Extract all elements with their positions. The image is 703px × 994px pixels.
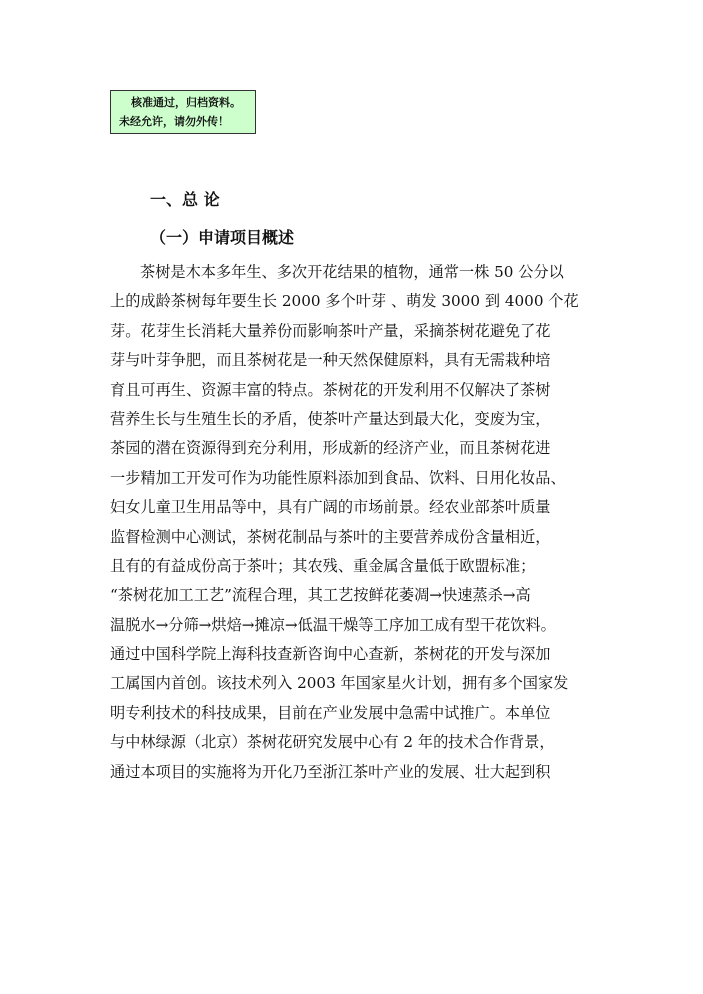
stamp-line-approved: 核准通过，归档资料。	[131, 96, 241, 109]
paragraph-line: 上的成龄茶树每年要生长 2000 多个叶芽 、萌发 3000 到 4000 个花	[110, 292, 579, 311]
stamp-line-confidential: 未经允许，请勿外传！	[119, 115, 229, 128]
body-paragraph	[110, 258, 610, 787]
paragraph-line: 茶树是木本多年生、多次开花结果的植物，通常一株 50 公分以	[140, 263, 564, 281]
paragraph-line: 温脱水→分筛→烘焙→摊凉→低温干燥等工序加工成有型干花饮料。	[110, 615, 556, 634]
paragraph-line: 芽与叶芽争肥，而且茶树花是一种天然保健原料，具有无需栽种培	[110, 351, 551, 370]
paragraph-line: 通过本项目的实施将为开化乃至浙江茶叶产业的发展、壮大起到积	[110, 762, 551, 781]
paragraph-line: 育且可再生、资源丰富的特点。茶树花的开发利用不仅解决了茶树	[110, 380, 551, 399]
paragraph-line: 明专利技术的科技成果，目前在产业发展中急需中试推广。本单位	[110, 703, 551, 722]
paragraph-line: 营养生长与生殖生长的矛盾，使茶叶产量达到最大化，变废为宝，	[110, 409, 551, 428]
paragraph-line: 妇女儿童卫生用品等中，具有广阔的市场前景。经农业部茶叶质量	[110, 498, 551, 517]
section-heading: 一、总 论	[150, 190, 220, 209]
paragraph-line: 监督检测中心测试，茶树花制品与茶叶的主要营养成份含量相近，	[110, 527, 551, 546]
paragraph-line: 一步精加工开发可作为功能性原料添加到食品、饮料、日用化妆品、	[110, 468, 566, 487]
subsection-heading: （一）申请项目概述	[150, 228, 295, 247]
archive-stamp	[110, 90, 256, 134]
paragraph-line: 通过中国科学院上海科技查新咨询中心查新，茶树花的开发与深加	[110, 645, 551, 664]
paragraph-line: 与中林绿源（北京）茶树花研究发展中心有 2 年的技术合作背景，	[110, 733, 555, 752]
paragraph-line: 且有的有益成份高于茶叶；其农残、重金属含量低于欧盟标准；	[110, 556, 536, 575]
paragraph-line: 工属国内首创。该技术列入 2003 年国家星火计划，拥有多个国家发	[110, 674, 569, 693]
paragraph-line: “茶树花加工工艺”流程合理，其工艺按鲜花萎凋→快速蒸杀→高	[110, 586, 531, 605]
paragraph-line: 茶园的潜在资源得到充分利用，形成新的经济产业，而且茶树花进	[110, 439, 551, 458]
paragraph-line: 芽。花芽生长消耗大量养份而影响茶叶产量，采摘茶树花避免了花	[110, 321, 551, 340]
